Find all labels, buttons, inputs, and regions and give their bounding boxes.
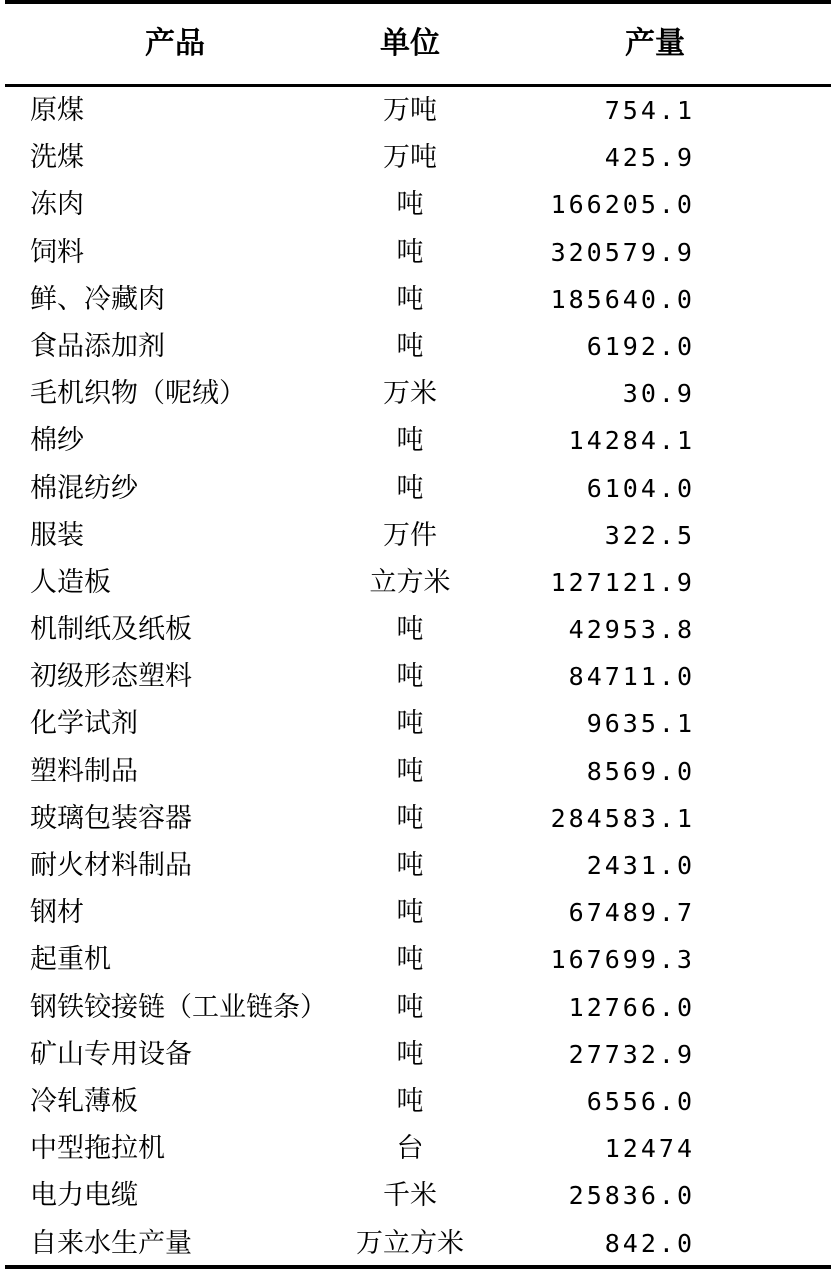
cell-output: 842.0 [604,1228,695,1258]
cell-unit: 吨 [396,330,424,362]
cell-unit: 吨 [396,236,424,268]
table-row [5,559,831,606]
cell-output: 322.5 [604,520,695,550]
table-bottom-rule [5,1265,831,1269]
cell-product: 起重机 [30,944,111,976]
cell-product: 钢铁铰接链（工业链条） [30,991,327,1023]
header-unit: 单位 [380,26,440,61]
header-output: 产量 [625,26,685,61]
cell-output: 185640.0 [550,284,695,314]
cell-output: 8569.0 [586,756,695,786]
cell-unit: 立方米 [369,566,451,598]
header-product: 产品 [145,26,205,61]
cell-product: 电力电缆 [30,1180,138,1212]
table-row [5,465,831,512]
cell-output: 84711.0 [568,662,695,692]
table-row [5,134,831,181]
cell-product: 人造板 [30,566,111,598]
table-row [5,512,831,559]
cell-product: 棉混纺纱 [30,472,138,504]
table-row [5,653,831,700]
cell-output: 320579.9 [550,237,695,267]
table-body [5,87,831,1267]
cell-unit: 吨 [396,708,424,740]
cell-unit: 吨 [396,283,424,315]
cell-output: 67489.7 [568,898,695,928]
cell-output: 2431.0 [586,851,695,880]
table-row [5,229,831,276]
cell-output: 12766.0 [568,992,695,1022]
cell-product: 中型拖拉机 [30,1133,165,1165]
table-row [5,889,831,936]
cell-unit: 吨 [396,661,424,693]
cell-unit: 吨 [396,991,424,1023]
cell-unit: 吨 [396,897,424,929]
cell-unit: 万吨 [383,95,437,126]
cell-unit: 吨 [396,189,424,221]
cell-output: 25836.0 [568,1181,695,1211]
cell-output: 166205.0 [550,190,695,220]
table-row [5,1220,831,1267]
table-row [5,748,831,795]
cell-product: 服装 [30,519,84,551]
cell-unit: 吨 [396,1085,424,1117]
cell-product: 塑料制品 [30,755,138,787]
cell-product: 毛机织物（呢绒） [30,378,246,410]
table-row [5,276,831,323]
table-row [5,1172,831,1219]
cell-product: 冷轧薄板 [30,1085,138,1117]
table-row [5,181,831,228]
cell-unit: 台 [396,1133,424,1165]
cell-unit: 吨 [396,614,424,646]
table-row [5,936,831,983]
table-row [5,795,831,842]
table-row [5,984,831,1031]
cell-output: 30.9 [622,379,695,409]
cell-output: 425.9 [604,143,695,173]
cell-product: 饲料 [30,236,84,268]
cell-output: 6192.0 [586,331,695,361]
cell-unit: 吨 [396,944,424,976]
cell-unit: 万立方米 [356,1227,464,1259]
cell-product: 机制纸及纸板 [30,614,192,646]
cell-product: 食品添加剂 [30,330,165,362]
table-row [5,842,831,889]
table-row [5,1031,831,1078]
cell-product: 自来水生产量 [30,1227,192,1259]
cell-output: 6556.0 [586,1086,695,1116]
cell-output: 167699.3 [550,945,695,975]
cell-output: 42953.8 [568,615,695,645]
table-row [5,370,831,417]
table-row [5,1078,831,1125]
cell-output: 12474 [604,1134,695,1164]
table-row [5,1125,831,1172]
cell-unit: 千米 [383,1180,437,1212]
cell-unit: 吨 [396,850,424,881]
cell-product: 冻肉 [30,189,84,221]
product-output-table [5,0,831,1270]
cell-output: 6104.0 [586,473,695,503]
cell-product: 矿山专用设备 [30,1038,192,1070]
cell-output: 27732.9 [568,1039,695,1069]
cell-unit: 吨 [396,755,424,787]
cell-unit: 万吨 [383,142,437,174]
table-row [5,700,831,747]
table-header-row [5,4,831,84]
cell-output: 14284.1 [568,426,695,456]
cell-unit: 吨 [396,802,424,834]
cell-product: 原煤 [30,95,84,126]
cell-product: 棉纱 [30,425,84,457]
cell-unit: 吨 [396,425,424,457]
cell-unit: 吨 [396,472,424,504]
table-row [5,606,831,653]
cell-output: 127121.9 [550,567,695,597]
cell-unit: 吨 [396,1038,424,1070]
cell-product: 鲜、冷藏肉 [30,283,165,315]
cell-product: 洗煤 [30,142,84,174]
table-row [5,323,831,370]
table-row [5,87,831,134]
cell-product: 化学试剂 [30,708,138,740]
cell-output: 284583.1 [550,803,695,833]
cell-unit: 万件 [383,519,437,551]
cell-product: 耐火材料制品 [30,850,192,881]
cell-product: 初级形态塑料 [30,661,192,693]
cell-output: 754.1 [604,96,695,125]
cell-output: 9635.1 [586,709,695,739]
cell-product: 玻璃包装容器 [30,802,192,834]
table-row [5,417,831,464]
cell-product: 钢材 [30,897,84,929]
cell-unit: 万米 [383,378,437,410]
